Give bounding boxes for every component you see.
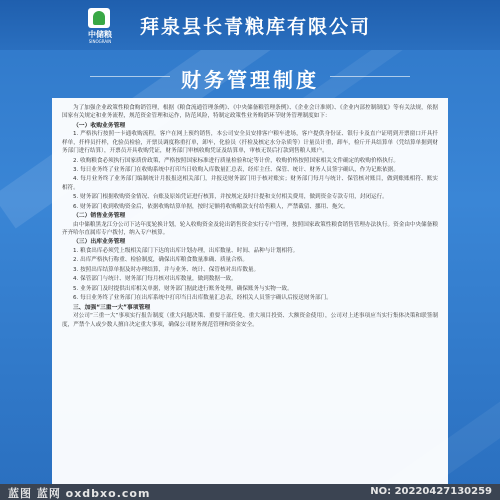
- section-paragraph: 4. 每月业务终了业务部门编制统计月报报送相关部门，并报送财务部门用于核对账实；财务部门每月与统计、保管核对账目，做到账账相符、账实相符。: [62, 176, 438, 191]
- section-paragraph: 4. 保管部门与统计、财务部门每月核对出库数量，做到数据一致。: [73, 276, 237, 283]
- header-bar: [0, 0, 500, 50]
- logo-cn-text: 中储粮: [88, 30, 112, 39]
- watermark-right: NO: 20220427130259: [370, 486, 492, 497]
- section-paragraph: 5. 业务部门及时提供出库相关单据，财务部门据此进行账务处理，确保账务与实物一致。: [73, 285, 293, 292]
- title-wrap: [0, 64, 500, 93]
- section-paragraph: 6. 财务部门收到收购资金后，依据收购结算单据，按时足额将收购粮款支付给售粮人，严禁截留、挪用、拖欠。: [73, 203, 349, 210]
- section-paragraph: 3. 按照出库结算单据及时办理结算，并与业务、统计、保管核对出库数量。: [73, 266, 260, 273]
- section-paragraph: 1. 严格执行按照一卡通收购流程，客户在网上预约销售，本公司安全员安排客户粮车进场，客户提供身份证、银行卡及直户证明到开票窗口开具扦样单，扦样员扦样，化验员检验，开票员调度称重打单，卸车，化验员（扦检及核定水分杂质等）计量员计重，卸车，检斤开具结算单（凭结算单据到财务部门进行结算），开票员开具收购凭证，财务部门审核收购凭证及结算单，审核无误后打款到售粮人账户。: [62, 131, 438, 155]
- section-paragraph: 6. 每日业务终了业务部门在出库系统中打印当日出库数量汇总表，经相关人员签字确认后报送财务部门。: [73, 295, 332, 302]
- section-heading: （三）出库业务管理: [73, 239, 126, 246]
- watermark-left: 蓝图 蓝网 oxdbxo.com: [8, 487, 151, 500]
- section-paragraph: 5. 财务部门根据收购资金情况、台账及原始凭证进行核算，并按规定及时计提和支付相关费用，做到资金专款专用，封闭运行。: [73, 194, 388, 201]
- company-logo: [78, 8, 118, 42]
- section-paragraph: 3. 每日业务终了业务部门在收购系统中打印当日收购入库数量汇总表，经库主任、保管、统计、财务人员签字确认，作为记账依据。: [73, 167, 399, 174]
- page-title: 财务管理制度: [181, 68, 319, 92]
- company-name: 拜泉县长青粮库有限公司: [140, 16, 372, 38]
- title-divider-right: [330, 76, 410, 77]
- sinograin-logo-icon: [88, 8, 110, 28]
- content-panel: [52, 98, 448, 486]
- section-paragraph: 2. 出库严格执行称重、检验制度，确保出库粮食数量准确、质量合格。: [73, 257, 248, 264]
- section-paragraph: 对公司“三重一大”事项实行报告制度（重大问题决策、重要干部任免、重大项目投资、大额资金使用），公司对上述事项应当实行集体决策和联签制度，严禁个人或少数人擅自决定重大事项，确保公司财务规范管理和资金安全。: [62, 313, 438, 328]
- section-heading: （二）销售业务管理: [73, 213, 126, 220]
- intro-paragraph: 为了加强企业政策性粮食购销管理，根据《粮食流通管理条例》、《中央储备粮管理条例》、《企业会计准则》、《企业内部控制制度》等有关法规，依据国家有关规定和业务流程，规范资金管理和运作，防范风险，特制定政策性业务购销环节财务管理制度如下：: [62, 105, 438, 120]
- logo-en-text: SINOGRAIN: [88, 39, 112, 44]
- watermark-bar: [0, 484, 500, 500]
- section-paragraph: 由中储粮黑龙江分公司下达年度轮换计划，轮入收购资金及轮出销售资金实行专户管理，按照国家政策性粮食销售管理办法执行。资金由中央储备粮齐齐哈尔直属库专户拨付，纳入专户核算。: [62, 221, 438, 237]
- section-heading: 三、加强“三重一大”事项管理: [73, 304, 151, 311]
- section-paragraph: 2. 收购粮食必须执行国家质价政策，严格按照国家标准进行质量检验和定等计价，收购价格按照国家相关文件确定的收购价格执行。: [73, 157, 399, 164]
- section-heading: （一）收购业务管理: [73, 122, 126, 129]
- section-paragraph: 1. 粮食出库必须凭上级相关部门下达的出库计划办理，出库数量、时间、品种与计划相符。: [73, 248, 299, 255]
